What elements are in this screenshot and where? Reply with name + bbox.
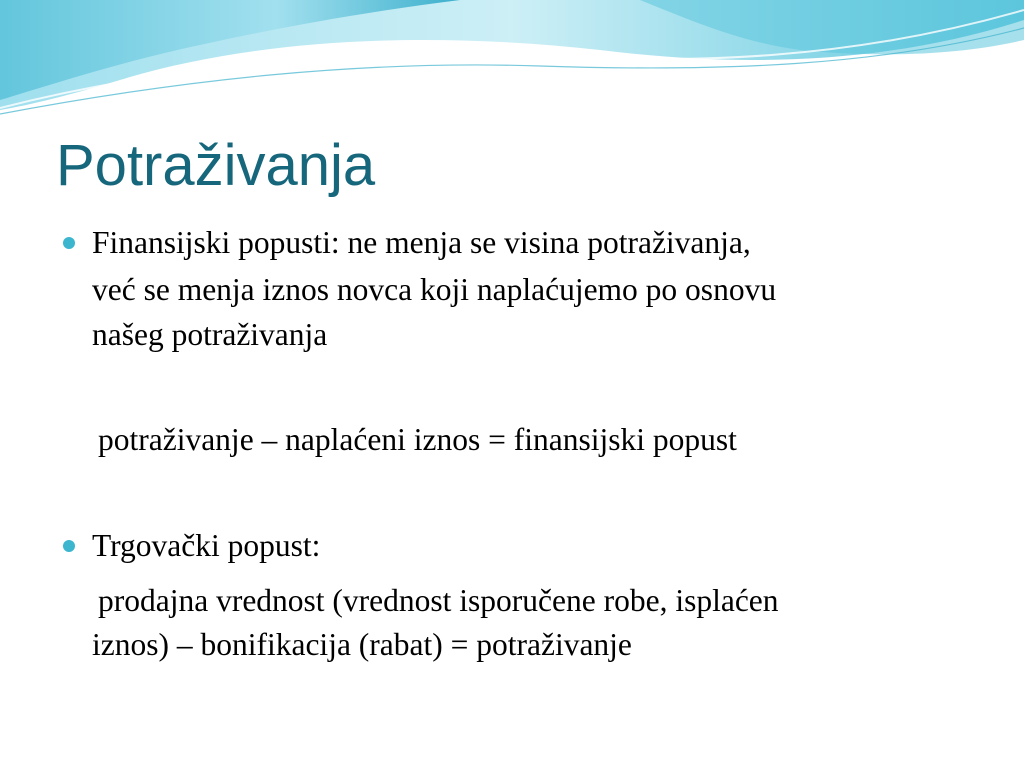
bullet-2-line-1: Trgovački popust:: [92, 528, 321, 563]
bullet-1-line-3: našeg potraživanja: [92, 317, 328, 352]
formula-2-line-2: iznos) – bonifikacija (rabat) = potraživanje: [92, 627, 632, 662]
bullet-dot-2: [63, 540, 75, 552]
formula-2-line-1: prodajna vrednost (vrednost isporučene robe, isplaćen: [98, 583, 779, 618]
formula-1: potraživanje – naplaćeni iznos = finansijski popust: [98, 422, 737, 457]
bullet-dot-1: [63, 237, 75, 249]
slide-title: Potraživanja: [56, 133, 376, 198]
bullet-1-line-1: Finansijski popusti: ne menja se visina potraživanja,: [92, 225, 751, 260]
bullet-1-line-2: već se menja iznos novca koji naplaćujemo po osnovu: [92, 272, 777, 307]
